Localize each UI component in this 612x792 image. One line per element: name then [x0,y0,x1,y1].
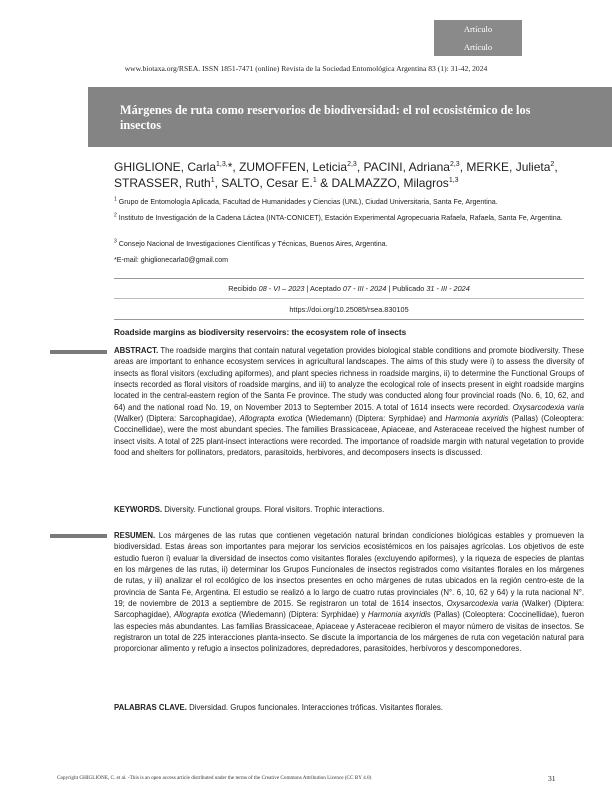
divider-line [114,319,584,320]
palabras-clave [114,703,443,712]
author-line-1 [114,159,584,175]
author-name: DALMAZZO, Milagros [331,176,449,190]
abstract-text: (Pallas) (Coleoptera: Coccinellidae), were the most abundant species. The families Brassicaceae, Apiaceae, and Asteraceae received the highest number of insect visits. A total of 225 plant-insect interactions were recorded. The importance of roadside margin with natural vegetation to provide food and shelters for pollinators, predators, parasitoids, herbivores, and decomposers insects is discussed. [114,414,585,458]
author-name: ZUMOFFEN, Leticia [239,160,348,174]
resumen-paragraph [114,530,584,655]
author-name: PACINI, Adriana [363,160,450,174]
keywords [114,505,384,514]
affiliation-1 [114,197,574,208]
palabras-label: PALABRAS CLAVE. [114,703,187,712]
species-name: Oxysarcodexia varia [446,599,519,609]
abstract-text: (Wiedemann) (Diptera: Syrphidae) and [302,414,446,424]
received-date: 08 - VI – 2023 [258,284,305,293]
author-separator: *, [227,160,240,174]
author-affiliation-sup: 2 [550,161,555,168]
author-separator: , [214,176,222,190]
author-name: MERKE, Julieta [466,160,551,174]
abstract-paragraph [114,345,584,458]
article-type-badge [434,20,522,56]
author-name: SALTO, Cesar E. [221,176,313,190]
author-separator: , [554,160,558,174]
affiliation-number: 3 [114,238,117,245]
affiliation-3 [114,239,574,250]
section-marker-bar [50,350,107,354]
resumen-text: (Walker) (Diptera: Sarcophagidae), [114,599,584,620]
divider-line [114,278,584,279]
abstract-text: (Walker) (Diptera: Sarcophagidae), [114,414,240,424]
paper-title: Márgenes de ruta como reservorios de biodiversidad: el rol ecosistémico de los insectos [120,103,531,132]
affiliation-text: Instituto de Investigación de la Cadena Láctea (INTA-CONICET), Estación Experimental Agropecuaria Rafaela, Rafaela, Santa Fe, Argentina. [118,214,563,222]
author-list [114,159,584,191]
author-affiliation-sup: 1 [210,177,215,184]
divider-line [114,298,584,299]
species-name: Harmonia axyridis [367,610,431,620]
author-name: GHIGLIONE, Carla [114,160,217,174]
keywords-label: KEYWORDS. [114,505,163,514]
author-affiliation-sup: 1,3 [448,177,459,184]
title-banner [88,87,612,147]
received-label: Recibido [228,284,257,293]
author-affiliation-sup: 1,3, [216,161,228,168]
page-footer [0,774,612,792]
affiliation-text: Grupo de Entomología Aplicada, Facultad de Humanidades y Ciencias (UNL), Ciudad Universitaria, Santa Fe, Argentina. [118,198,498,206]
affiliation-number: 2 [114,212,117,219]
species-name: Harmonia axyridis [445,414,509,424]
published-date: 31 - III - 2024 [426,284,470,293]
journal-citation-line: www.biotaxa.org/RSEA. ISSN 1851-7471 (online) Revista de la Sociedad Entomológica Argentina 83 (1): 31-42, 2024 [124,64,488,73]
species-name: Oxysarcodexia varia [512,402,584,412]
affiliation-number: 1 [114,196,117,203]
abstract-label: ABSTRACT. [114,346,159,355]
accepted-date: 07 - III - 2024 [342,284,387,293]
publication-dates: Recibido 08 - VI – 2023 | Aceptado 07 - III - 2024 | Publicado 31 - III - 2024 [228,284,470,293]
author-affiliation-sup: 2,3 [449,161,460,168]
affiliation-2 [114,213,574,224]
abstract-text: The roadside margins that contain natural vegetation provides biological stable conditions and promote biodiversity. These areas are important to enhance ecosystem services in agricultural landscapes. The aims of this study were i) to assess the diversity of insects as floral visitors (excluding apiformes), and plant species richness in roadside margins, ii) to determine the Functional Groups of insects recorded as floral visitors of roadside margins, and iii) to analyze the ecological role of insects present in eight roadside margins located in the central-eastern region of the Santa Fe province. The study was conducted along four provincial roads (No. 6, 10, 62, and 64) and the national road No. 19, on November 2013 to September 2015. A total of 1614 insects were recorded. [114,346,584,412]
species-name: Allograpta exotica [173,610,237,620]
author-separator: & [316,176,332,190]
resumen-text: Los márgenes de las rutas que contienen vegetación natural brindan condiciones biológicas estables y promueven la biodiversidad. Estas áreas son importantes para mejorar los servicios ecosistémicos en los paisajes agrícolas. Los objetivos de este estudio fueron i) evaluar la diversidad de insectos como visitantes florales (excluyendo apiformes), y la riqueza de especies de plantas en los márgenes de las rutas, ii) determinar los Grupos Funcionales de insectos registrados como visitantes florales en los márgenes de rutas, y iii) analizar el rol ecológico de los insectos presentes en ocho márgenes de rutas ubicados en la región centro-este de la provincia de Santa Fe, Argentina. El estudio se realizó a lo largo de cuatro rutas provinciales (N°. 6, 10, 62 y 64) y la ruta nacional N°. 19; de noviembre de 2013 a septiembre de 2015. Se registraron un total de 1614 insectos, [114,531,584,609]
badge-label: Artículo [463,24,493,34]
author-separator: , [356,160,364,174]
english-title: Roadside margins as biodiversity reservoirs: the ecosystem role of insects [114,328,407,337]
keywords-text: Diversity. Functional groups. Floral visitors. Trophic interactions. [162,505,385,514]
page-number: 31 [548,774,556,783]
resumen-label: RESUMEN. [114,531,156,540]
contact-email: *E-mail: ghiglionecarla0@gmail.com [114,256,229,264]
badge-label-secondary: Artículo [463,42,493,52]
author-line-2 [114,175,584,191]
section-marker-bar [50,534,107,538]
affiliation-text: Consejo Nacional de Investigaciones Científicas y Técnicas, Buenos Aires, Argentina. [118,240,388,248]
published-label: Publicado [392,284,425,293]
author-affiliation-sup: 1 [312,177,317,184]
species-name: Allograpta exotica [239,414,303,424]
accepted-label: Aceptado [310,284,341,293]
palabras-text: Diversidad. Grupos funcionales. Interacciones tróficas. Visitantes florales. [186,703,443,712]
doi-link[interactable]: https://doi.org/10.25085/rsea.830105 [289,305,409,314]
copyright-notice: Copyright GHIGLIONE, C. et al. -This is an open access article distributed under the terms of the Creative Commons Attribution Licence (CC BY 4.0) [57,775,372,781]
author-affiliation-sup: 2,3 [347,161,357,168]
resumen-text: (Wiedemann) (Diptera: Syrphidae) y [236,610,368,620]
author-separator: , [459,160,467,174]
author-name: STRASSER, Ruth [114,176,211,190]
resumen-text: (Pallas) (Coleoptera: Coccinellidae), fueron las especies más abundantes. Las familias Brassicaceae, Apiaceae y Asteraceae recibieron el mayor número de visitas de insectos. Se registraron un total de 225 interacciones planta-insecto. Se discute la importancia de los márgenes de ruta con vegetación natural para proporcionar alimento y refugio a insectos polinizadores, depredadores, parasitoides, herbívoros y descomponedores. [114,610,584,654]
